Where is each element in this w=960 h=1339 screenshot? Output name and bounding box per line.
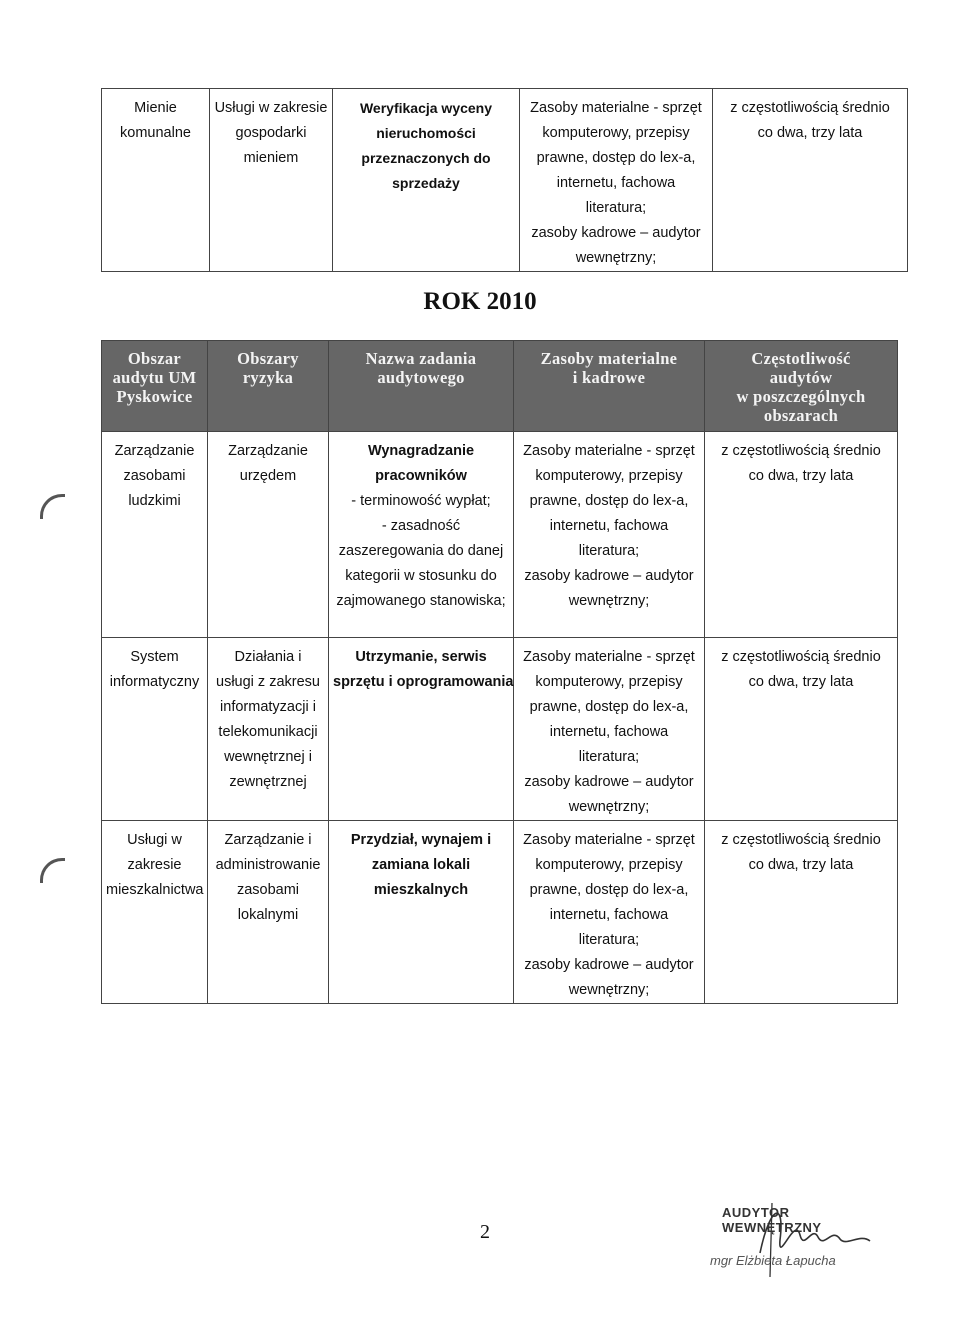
cell-text-line: co dwa, trzy lata (757, 125, 863, 141)
cell-text-line: prawne, dostęp do lex-a, (529, 699, 689, 715)
cell-text-line: zajmowanego stanowiska; (336, 593, 506, 609)
cell-text-line: Usługi w zakresie (214, 100, 328, 116)
frequency-cell (705, 821, 898, 1004)
cell-text-line: literatura; (578, 932, 640, 948)
task-cell (329, 638, 514, 821)
task-cell (329, 821, 514, 1004)
cell-text-line: literatura; (578, 749, 640, 765)
cell-text-line: Zasoby materialne - sprzęt (523, 443, 695, 459)
cell-text-line: komunalne (120, 125, 191, 141)
cell-text-line: prawne, dostęp do lex-a, (529, 493, 689, 509)
cell-text-line: audytowego (377, 368, 465, 387)
cell-text-line: zasoby kadrowe – audytor (524, 957, 694, 973)
cell-text-line: Zasoby materialne - sprzęt (523, 649, 695, 665)
area-cell (102, 638, 208, 821)
cell-text-line: zakresie (127, 857, 182, 873)
cell-text-line: ryzyka (242, 368, 294, 387)
cell-text-line: Obszar (127, 349, 182, 368)
cell-text-line: Pyskowice (116, 387, 193, 406)
header-row (102, 341, 898, 432)
task-cell (329, 432, 514, 638)
cell-text-line: literatura; (578, 543, 640, 559)
continuation-table (101, 88, 908, 272)
stamp-name: mgr Elżbieta Łapucha (710, 1253, 836, 1268)
year-heading: ROK 2010 (423, 288, 537, 315)
cell-text-line: - terminowość wypłat; (351, 493, 491, 509)
cell-text-line: Zasoby materialne (540, 349, 678, 368)
cell-text-line: i kadrowe (572, 368, 646, 387)
cell-text-line: w poszczególnych (736, 387, 866, 406)
header-frequency (705, 341, 898, 432)
header-resources (514, 341, 705, 432)
cell-text-line: sprzętu i oprogramowania (333, 674, 514, 690)
cell-text-line: wewnętrznej i (224, 749, 312, 765)
cell-text-line: z częstotliwością średnio (730, 100, 890, 116)
cell-text-line: mieszkalnych (373, 882, 469, 898)
cell-text-line: Utrzymanie, serwis (355, 649, 487, 665)
cell-text-line: urzędem (239, 468, 297, 484)
stamp-title: AUDYTOR WEWNĘTRZNY (722, 1205, 822, 1235)
punch-hole-mark (40, 494, 65, 519)
cell-text-line: lokalnymi (237, 907, 299, 923)
cell-text-line: zasobami (236, 882, 300, 898)
cell-text-line: Zasoby materialne - sprzęt (523, 832, 695, 848)
cell-text-line: sprzedaży (392, 175, 460, 191)
cell-text-line: wewnętrzny; (568, 799, 650, 815)
cell-text-line: co dwa, trzy lata (748, 468, 854, 484)
cell-text-line: nieruchomości (376, 125, 476, 141)
cell-text-line: co dwa, trzy lata (748, 674, 854, 690)
cell-text-line: obszarach (763, 406, 839, 425)
cell-text-line: wewnętrzny; (568, 982, 650, 998)
cell-text-line: zasoby kadrowe – audytor (524, 568, 694, 584)
frequency-cell (705, 432, 898, 638)
cell-text-line: - zasadność (381, 518, 461, 534)
cell-text-line: zaszeregowania do danej (338, 543, 504, 559)
cell-text-line: komputerowy, przepisy (535, 468, 683, 484)
cell-text-line: z częstotliwością średnio (721, 649, 881, 665)
resources-cell (514, 638, 705, 821)
cell-text-line: Zarządzanie (114, 443, 195, 459)
resources-cell (514, 432, 705, 638)
risk-cell (210, 89, 333, 272)
cell-text-line: internetu, fachowa (556, 175, 676, 191)
cell-text-line: mieszkalnictwa (106, 882, 204, 898)
area-cell (102, 821, 208, 1004)
cell-text-line: Przydział, wynajem i (350, 832, 492, 848)
cell-text-line: gospodarki (235, 125, 307, 141)
area-cell (102, 89, 210, 272)
auditor-stamp (700, 1185, 890, 1285)
cell-text-line: pracowników (375, 468, 467, 484)
cell-text-line: audytów (769, 368, 833, 387)
cell-text-line: komputerowy, przepisy (535, 857, 683, 873)
cell-text-line: Działania i (234, 649, 302, 665)
cell-text-line: prawne, dostęp do lex-a, (536, 150, 696, 166)
cell-text-line: administrowanie (215, 857, 321, 873)
audit-plan-table (101, 340, 898, 1004)
risk-cell (208, 821, 329, 1004)
cell-text-line: telekomunikacji (218, 724, 318, 740)
resources-cell (514, 821, 705, 1004)
cell-text-line: komputerowy, przepisy (542, 125, 690, 141)
table-row (102, 432, 898, 638)
cell-text-line: usługi z zakresu (216, 674, 320, 690)
cell-text-line: audytu UM (112, 368, 197, 387)
cell-text-line: System (130, 649, 179, 665)
cell-text-line: Wynagradzanie (367, 443, 475, 459)
risk-cell (208, 432, 329, 638)
frequency-cell (705, 638, 898, 821)
punch-hole-mark (40, 858, 65, 883)
cell-text-line: Obszary (237, 349, 299, 368)
table-row (102, 821, 898, 1004)
area-cell (102, 432, 208, 638)
cell-text-line: Zarządzanie (228, 443, 308, 459)
cell-text-line: Mienie (134, 100, 177, 116)
cell-text-line: wewnętrzny; (575, 250, 657, 266)
cell-text-line: prawne, dostęp do lex-a, (529, 882, 689, 898)
cell-text-line: wewnętrzny; (568, 593, 650, 609)
table-row (102, 89, 908, 272)
header-task (329, 341, 514, 432)
cell-text-line: informatyczny (109, 674, 200, 690)
cell-text-line: Zasoby materialne - sprzęt (530, 100, 702, 116)
cell-text-line: ludzkimi (128, 493, 181, 509)
header-area (102, 341, 208, 432)
cell-text-line: literatura; (585, 200, 647, 216)
cell-text-line: zasoby kadrowe – audytor (531, 225, 701, 241)
cell-text-line: informatyzacji i (220, 699, 316, 715)
resources-cell (520, 89, 713, 272)
cell-text-line: co dwa, trzy lata (748, 857, 854, 873)
risk-cell (208, 638, 329, 821)
cell-text-line: zamiana lokali (371, 857, 471, 873)
cell-text-line: komputerowy, przepisy (535, 674, 683, 690)
page-number: 2 (480, 1221, 490, 1243)
cell-text-line: przeznaczonych do (361, 150, 491, 166)
table-row (102, 638, 898, 821)
cell-text-line: mieniem (243, 150, 299, 166)
cell-text-line: internetu, fachowa (549, 518, 669, 534)
cell-text-line: internetu, fachowa (549, 907, 669, 923)
cell-text-line: internetu, fachowa (549, 724, 669, 740)
cell-text-line: Zarządzanie i (224, 832, 312, 848)
header-risk (208, 341, 329, 432)
cell-text-line: z częstotliwością średnio (721, 832, 881, 848)
cell-text-line: zasoby kadrowe – audytor (524, 774, 694, 790)
cell-text-line: zewnętrznej (229, 774, 307, 790)
cell-text-line: z częstotliwością średnio (721, 443, 881, 459)
cell-text-line: zasobami (123, 468, 186, 484)
frequency-cell (713, 89, 908, 272)
cell-text-line: kategorii w stosunku do (345, 568, 497, 584)
task-cell (333, 89, 520, 272)
cell-text-line: Weryfikacja wyceny (359, 100, 493, 116)
cell-text-line: Nazwa zadania (365, 349, 477, 368)
signature-icon (700, 1185, 890, 1285)
cell-text-line: Usługi w (127, 832, 182, 848)
cell-text-line: Częstotliwość (751, 349, 851, 368)
